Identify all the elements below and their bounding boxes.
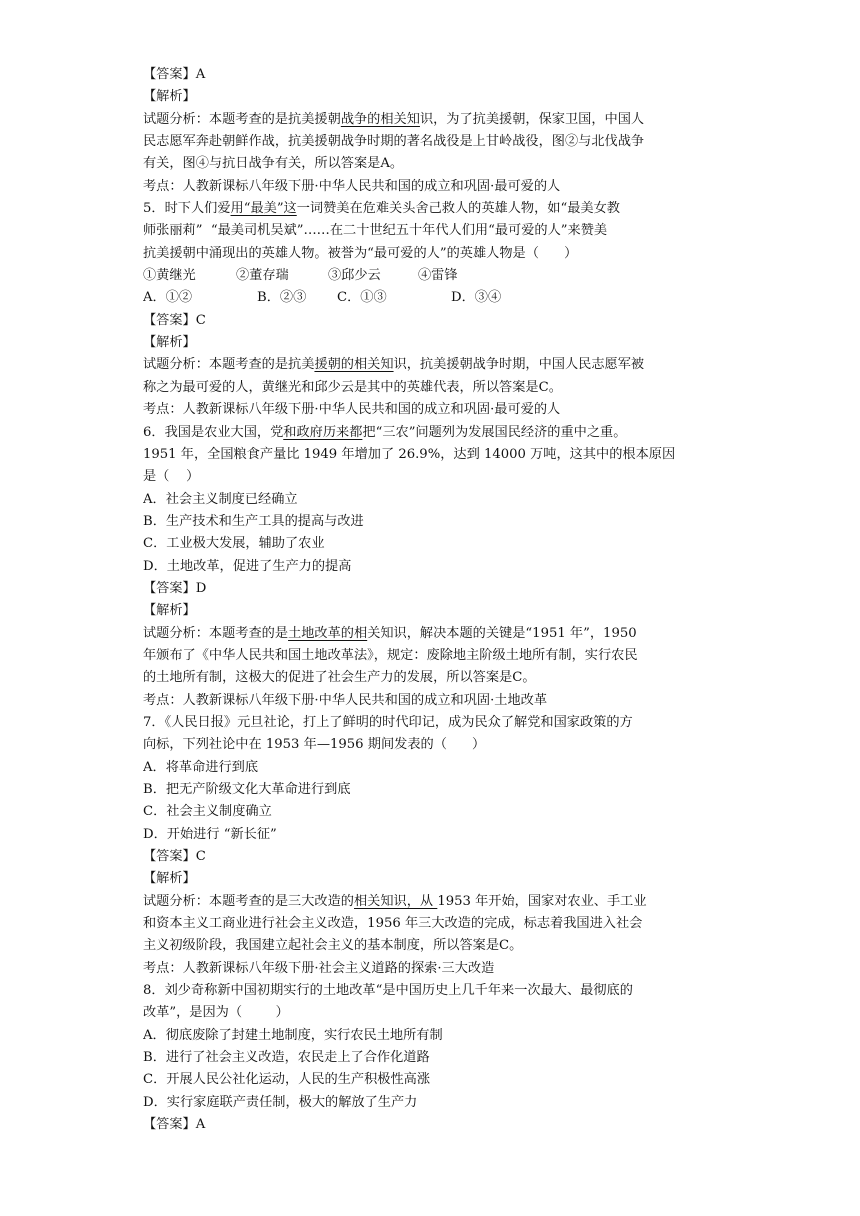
q4-analysis-line-2: 民志愿军奔赴朝鲜作战，抗美援朝战争时期的著名战役是上甘岭战役，图②与北伐战争 <box>143 134 645 150</box>
q5-analysis-heading: 【解析】 <box>143 335 196 351</box>
q8-option-c: C．开展人民公社化运动，人民的生产积极性高涨 <box>143 1072 431 1088</box>
underlined-text: 土地改革的相 <box>288 625 368 641</box>
q6-stem-line-1 <box>143 422 723 444</box>
q6-stem-line-2: 1951 年，全国粮食产量比 1949 年增加了 26.9%，达到 14000 万吨，这其中的根本原因 <box>143 446 676 462</box>
q6-analysis-line-1 <box>143 623 723 645</box>
q8-answer: 【答案】A <box>143 1117 206 1133</box>
q6-option-a: A．社会主义制度已经确立 <box>143 491 298 507</box>
q7-analysis-heading: 【解析】 <box>143 871 196 887</box>
q5-stem-line-2: 师张丽莉” “最美司机吴斌”……在二十世纪五十年代人们用“最可爱的人”来赞美 <box>143 223 608 239</box>
q7-stem-line-1: 7．《人民日报》元旦社论，打上了鲜明的时代印记，成为民众了解党和国家政策的方 <box>143 714 633 730</box>
q7-analysis-line-1 <box>143 891 723 913</box>
q6-option-c: C．工业极大发展，辅助了农业 <box>143 536 325 552</box>
q4-analysis-heading: 【解析】 <box>143 89 196 105</box>
q4-analysis-line-3: 有关，图④与抗日战争有关，所以答案是A。 <box>143 156 404 172</box>
q7-analysis-line-3: 主义初级阶段，我国建立起社会主义的基本制度，所以答案是C。 <box>143 938 523 954</box>
text-segment: 一词赞美在危难关头舍己救人的英雄人物，如“最美女教 <box>296 201 620 217</box>
q5-answer: 【答案】C <box>143 312 206 328</box>
q5-analysis-line-2: 称之为最可爱的人，黄继光和邱少云是其中的英雄代表，所以答案是C。 <box>143 379 562 395</box>
text-segment: 关知识，解决本题的关键是“1951 年”，1950 <box>367 625 637 641</box>
underlined-text: 战争的相关知 <box>340 111 420 127</box>
q5-kaodian: 考点：人教新课标八年级下册·中华人民共和国的成立和巩固·最可爱的人 <box>143 402 561 418</box>
q5-option-a: A．①② <box>143 290 193 306</box>
q7-kaodian: 考点：人教新课标八年级下册·社会主义道路的探索·三大改造 <box>143 960 495 976</box>
q6-analysis-heading: 【解析】 <box>143 603 196 619</box>
q6-kaodian: 考点：人教新课标八年级下册·中华人民共和国的成立和巩固·土地改革 <box>143 692 548 708</box>
text-segment: 1953 年开始，国家对农业、手工业 <box>437 893 647 909</box>
text-segment: 试题分析：本题考查的是三大改造的 <box>143 893 354 909</box>
q8-option-d: D．实行家庭联产责任制，极大的解放了生产力 <box>143 1094 418 1110</box>
q6-analysis-line-3: 的土地所有制，这极大的促进了社会生产力的发展，所以答案是C。 <box>143 670 536 686</box>
q4-kaodian: 考点：人教新课标八年级下册·中华人民共和国的成立和巩固·最可爱的人 <box>143 178 561 194</box>
text-segment: 试题分析：本题考查的是抗美援朝 <box>143 111 341 127</box>
text-segment: 5．时下人们爱 <box>143 201 231 217</box>
q8-option-a: A．彻底废除了封建土地制度，实行农民土地所有制 <box>143 1027 443 1043</box>
q6-analysis-line-2: 年颁布了《中华人民共和国土地改革法》，规定：废除地主阶级土地所有制，实行农民 <box>143 647 638 663</box>
q6-option-b: B．生产技术和生产工具的提高与改进 <box>143 513 364 529</box>
q7-option-b: B．把无产阶级文化大革命进行到底 <box>143 782 351 797</box>
q5-item: ④雷锋 <box>418 268 458 284</box>
q7-stem-line-2: 向标，下列社论中在 1953 年—1956 期间发表的（ ） <box>143 737 486 753</box>
document-page <box>143 64 723 1137</box>
q7-analysis-line-2: 和资本主义工商业进行社会主义改造，1956 年三大改造的完成，标志着我国进入社会 <box>143 916 643 932</box>
underlined-text: 和政府历来都 <box>283 424 363 440</box>
q5-option-d: D．③④ <box>451 290 502 306</box>
q5-items <box>143 265 723 287</box>
text-segment: 把“三农”问题列为发展国民经济的重中之重。 <box>362 424 627 440</box>
text-segment: 识，抗美援朝战争时期，中国人民志愿军被 <box>393 357 645 373</box>
q4-analysis-line-1 <box>143 109 723 131</box>
text-segment: 试题分析：本题考查的是 <box>143 625 289 641</box>
underlined-text: 相关知识，从 <box>354 893 438 909</box>
q5-stem-line-3: 抗美援朝中涌现出的英雄人物。被誉为“最可爱的人”的英雄人物是（ ） <box>143 245 578 261</box>
text-segment: 试题分析：本题考查的是抗美 <box>143 357 315 373</box>
q5-option-c: C．①③ <box>337 290 387 306</box>
q5-item: ①黄继光 <box>143 268 196 284</box>
q5-option-b: B．②③ <box>257 290 307 306</box>
q5-item: ③邱少云 <box>328 268 381 284</box>
q5-analysis-line-1 <box>143 354 723 376</box>
underlined-text: 援朝的相关知 <box>314 357 394 373</box>
text-segment: 6．我国是农业大国，党 <box>143 424 284 440</box>
q5-stem-line-1 <box>143 198 723 220</box>
q6-stem-line-3: 是（ ） <box>143 469 200 485</box>
q8-option-b: B．进行了社会主义改造，农民走上了合作化道路 <box>143 1050 430 1066</box>
q7-answer: 【答案】C <box>143 849 206 865</box>
q5-options <box>143 287 723 309</box>
underlined-text: 用“最美”这 <box>230 201 297 217</box>
q5-item: ②董存瑞 <box>236 268 289 284</box>
q7-option-a: A．将革命进行到底 <box>143 759 259 775</box>
q6-answer: 【答案】D <box>143 580 207 596</box>
q8-stem-line-1: 8．刘少奇称新中国初期实行的土地改革“是中国历史上几千年来一次最大、最彻底的 <box>143 983 633 999</box>
text-segment: 识，为了抗美援朝，保家卫国，中国人 <box>419 111 645 127</box>
q6-option-d: D．土地改革，促进了生产力的提高 <box>143 558 352 574</box>
q7-option-d: D．开始进行 “新长征” <box>143 826 277 842</box>
q4-answer: 【答案】A <box>143 67 206 82</box>
q8-stem-line-2: 改革”，是因为（ ） <box>143 1005 289 1021</box>
q7-option-c: C．社会主义制度确立 <box>143 804 272 820</box>
